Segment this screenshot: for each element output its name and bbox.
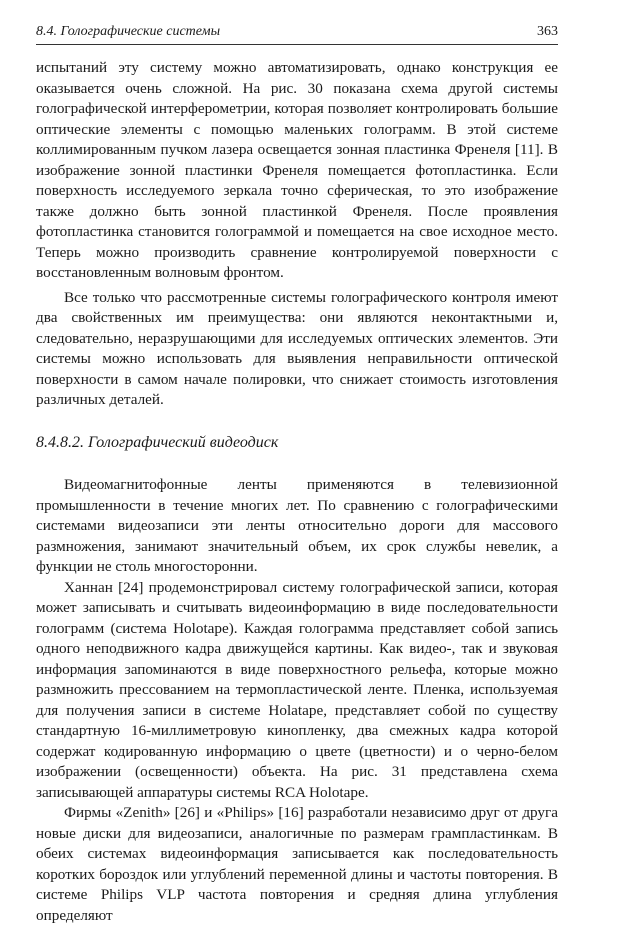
section-title: 8.4. Голографические системы — [36, 24, 221, 39]
page-body — [36, 58, 558, 926]
paragraph-2: Все только что рассмотренные системы голографического контроля имеют два свойственных им преимущества: они являются неконтактными и, следовательно, неразрушающими для исследуемых оптических элементов. Эти системы можно использовать для выявления неправильности оптической поверхности в самом начале полировки, что снижает стоимость изготовления различных деталей. — [36, 288, 558, 408]
subsection-heading: 8.4.8.2. Голографический видеодиск — [36, 433, 279, 451]
paragraph-1: испытаний эту систему можно автоматизировать, однако конструкция ее оказывается очень сложной. На рис. 30 показана схема другой системы голографической интерферометрии, которая позволяет контролировать большие оптические элементы с помощью маленьких голограмм. В этой системе коллимированным пучком лазера освещается зонная пластинка Френеля [11]. В изображение зонной пластинки Френеля помещается фотопластинка. Если поверхность исследуемого зеркала точно сферическая, то это изображение также должно быть зонной пластинкой Френеля. После проявления фотопластинка становится голограммой и помещается на свое исходное место. Теперь можно производить сравнение контролируемой поверхности с восстановленным волновым фронтом. — [36, 59, 558, 281]
page-number: 363 — [537, 24, 558, 39]
running-head — [36, 24, 558, 45]
paragraph-4: Ханнан [24] продемонстрировал систему голографической записи, которая может записывать и считывать видеоинформацию в виде последовательности голограмм (система Holotape). Каждая голограмма представляет собой запись одного неподвижного кадра движущейся картины. Как видео-, так и звуковая информация запоминаются в виде поверхностного рельефа, которые можно размножить прессованием на термопластической ленте. Пленка, используемая для получения записи в системе Holatape, представляет собой по существу стандартную 16-миллиметровую кинопленку, два смежных кадра которой содержат кодированную информацию о цвете (цветности) и о черно-белом изображении (освещенности) объекта. На рис. 31 представлена схема записывающей аппаратуры системы RCA Holotape. — [36, 578, 558, 801]
paragraph-3: Видеомагнитофонные ленты применяются в телевизионной промышленности в течение многих лет. По сравнению с голографическими системами видеозаписи эти ленты относительно дороги для массового размножения, занимают значительный объем, их срок службы невелик, а функции не столь многосторонни. — [36, 476, 558, 575]
paragraph-5: Фирмы «Zenith» [26] и «Philips» [16] разработали независимо друг от друга новые диски для видеозаписи, аналогичные по размерам грампластинкам. В обеих системах видеоинформация записывается как последовательность коротких бороздок или углублений переменной длины и частоты повторения. В системе Philips VLP частота повторения и средняя длина углубления определяют — [36, 804, 558, 924]
